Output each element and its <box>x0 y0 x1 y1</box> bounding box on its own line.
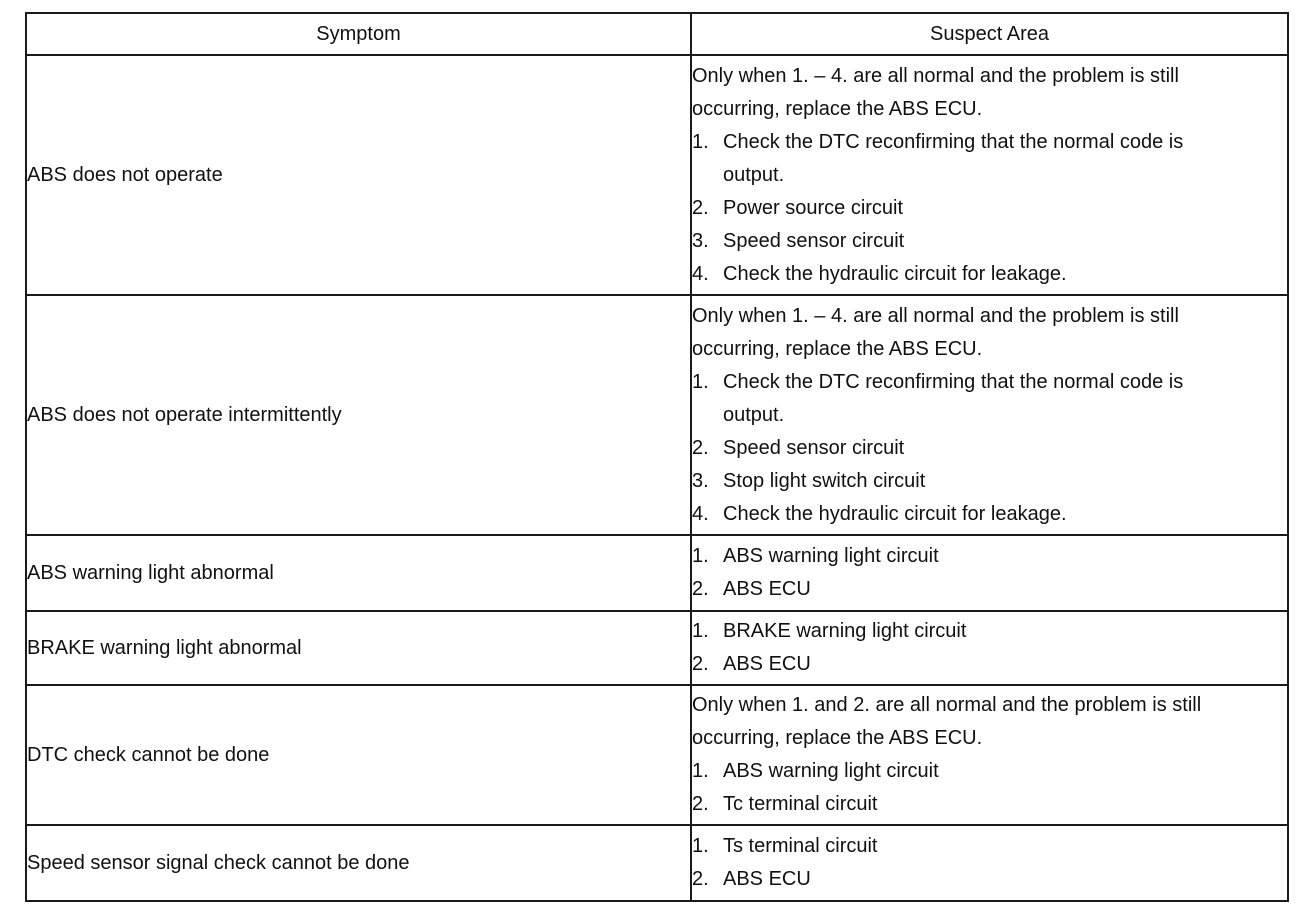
list-item <box>692 615 1287 648</box>
list-item <box>692 573 1287 606</box>
item-text: ABS warning light circuit <box>723 760 939 782</box>
item-line: output. <box>723 403 785 426</box>
header-suspect-area: Suspect Area <box>691 13 1288 55</box>
item-text <box>723 126 1287 192</box>
suspect-area-cell <box>691 825 1288 901</box>
item-text: ABS warning light circuit <box>723 545 939 567</box>
item-text: Ts terminal circuit <box>723 835 878 857</box>
suspect-area-cell <box>691 55 1288 295</box>
item-line: Check the DTC reconfirming that the normal code is <box>723 130 1184 153</box>
table-row <box>26 535 1288 611</box>
table-row <box>26 295 1288 535</box>
table-row <box>26 825 1288 901</box>
note-line: Only when 1. and 2. are all normal and the problem is still <box>692 694 1202 716</box>
item-text: BRAKE warning light circuit <box>723 620 967 642</box>
item-line: Check the DTC reconfirming that the normal code is <box>723 370 1184 393</box>
item-number: 1. <box>692 130 709 153</box>
symptom-cell: ABS does not operate <box>26 55 691 295</box>
item-number: 1. <box>692 620 709 642</box>
item-number: 1. <box>692 545 709 567</box>
item-number: 2. <box>692 196 709 219</box>
note-line: occurring, replace the ABS ECU. <box>692 97 983 120</box>
table-row <box>26 611 1288 685</box>
header-symptom: Symptom <box>26 13 691 55</box>
symptom-cell: Speed sensor signal check cannot be done <box>26 825 691 901</box>
item-number: 4. <box>692 262 709 285</box>
item-text <box>723 366 1287 432</box>
list-item <box>692 788 1287 821</box>
symptom-cell: ABS does not operate intermittently <box>26 295 691 535</box>
symptom-cell: DTC check cannot be done <box>26 685 691 825</box>
item-text: ABS ECU <box>723 578 811 600</box>
item-number: 1. <box>692 760 709 782</box>
item-text: Stop light switch circuit <box>723 469 926 492</box>
note-line: occurring, replace the ABS ECU. <box>692 337 983 360</box>
item-text: ABS ECU <box>723 868 811 890</box>
note-line: Only when 1. – 4. are all normal and the problem is still <box>692 64 1179 87</box>
item-number: 2. <box>692 653 709 675</box>
item-text: Speed sensor circuit <box>723 436 905 459</box>
note-line: occurring, replace the ABS ECU. <box>692 727 983 749</box>
symptom-cell: ABS warning light abnormal <box>26 535 691 611</box>
list-item <box>692 830 1287 863</box>
list-item <box>692 126 1287 192</box>
suspect-area-cell <box>691 295 1288 535</box>
item-number: 4. <box>692 502 709 525</box>
list-item <box>692 258 1287 291</box>
note-line: Only when 1. – 4. are all normal and the problem is still <box>692 304 1179 327</box>
item-number: 1. <box>692 370 709 393</box>
item-number: 2. <box>692 578 709 600</box>
item-number: 2. <box>692 436 709 459</box>
list-item <box>692 225 1287 258</box>
item-line: output. <box>723 163 785 186</box>
list-item <box>692 366 1287 432</box>
item-number: 2. <box>692 868 709 890</box>
suspect-area-cell <box>691 685 1288 825</box>
list-item <box>692 465 1287 498</box>
list-item <box>692 863 1287 896</box>
troubleshooting-table <box>25 12 1289 902</box>
table-header-row <box>26 13 1288 55</box>
item-number: 1. <box>692 835 709 857</box>
list-item <box>692 540 1287 573</box>
table-row <box>26 685 1288 825</box>
list-item <box>692 432 1287 465</box>
item-text: Power source circuit <box>723 196 904 219</box>
table-row <box>26 55 1288 295</box>
item-text: ABS ECU <box>723 653 811 675</box>
item-text: Tc terminal circuit <box>723 793 878 815</box>
list-item <box>692 755 1287 788</box>
symptom-cell: BRAKE warning light abnormal <box>26 611 691 685</box>
item-number: 3. <box>692 469 709 492</box>
item-text: Check the hydraulic circuit for leakage. <box>723 502 1067 525</box>
item-number: 2. <box>692 793 709 815</box>
suspect-area-cell <box>691 611 1288 685</box>
list-item <box>692 498 1287 531</box>
suspect-area-cell <box>691 535 1288 611</box>
item-text: Check the hydraulic circuit for leakage. <box>723 262 1067 285</box>
list-item <box>692 192 1287 225</box>
item-number: 3. <box>692 229 709 252</box>
item-text: Speed sensor circuit <box>723 229 905 252</box>
list-item <box>692 648 1287 681</box>
